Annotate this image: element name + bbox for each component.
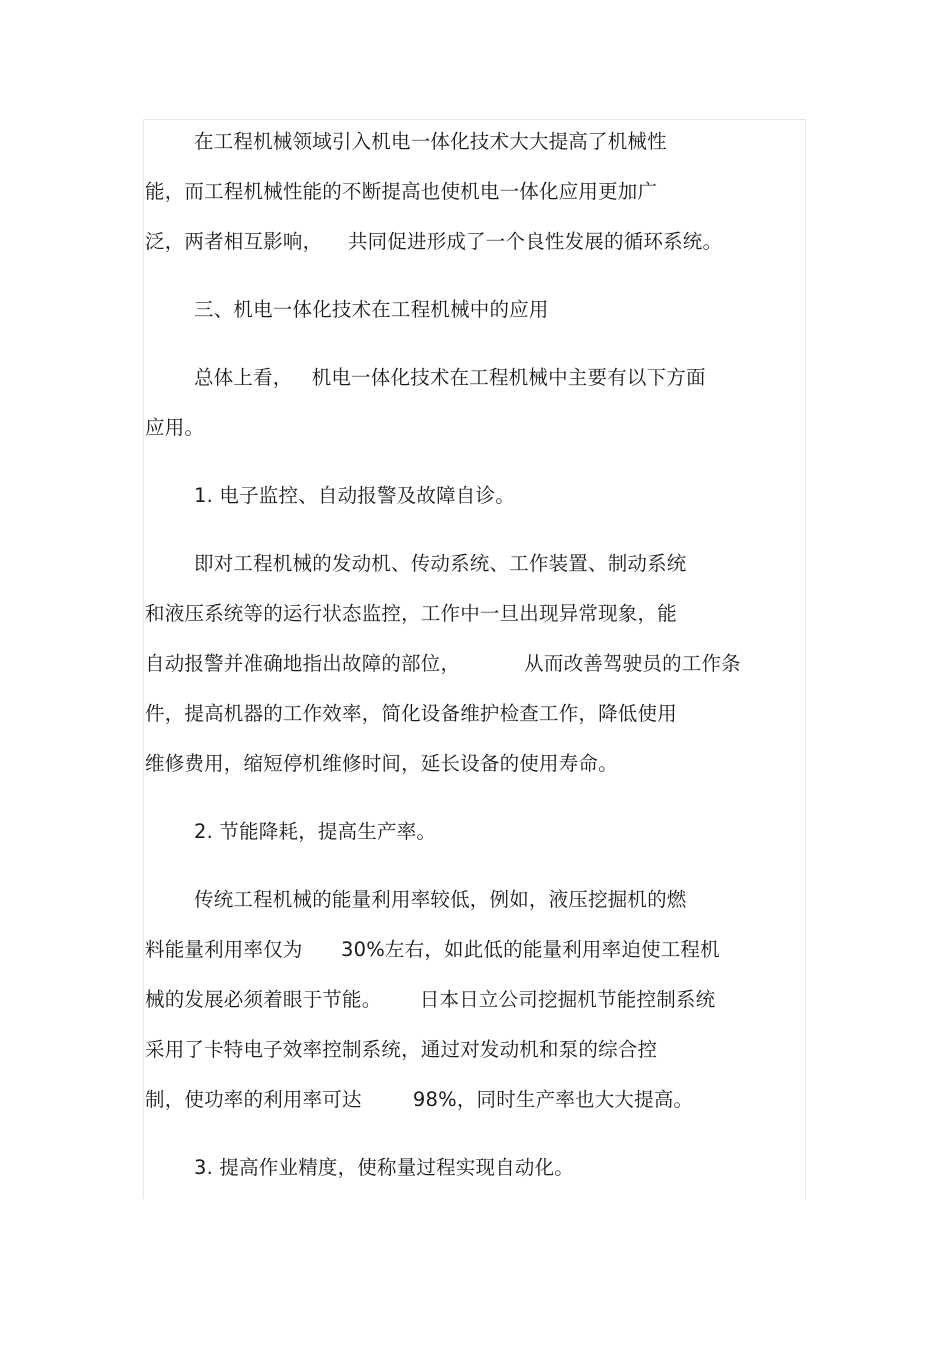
subheading-3: 3. 提高作业精度，使称量过程实现自动化。 bbox=[194, 1156, 575, 1179]
text-line-8: 即对工程机械的发动机、传动系统、工作装置、制动系统 bbox=[194, 552, 687, 575]
text-line-5: 总体上看， 机电一体化技术在工程机械中主要有以下方面 bbox=[194, 366, 706, 389]
text-line-15: 料能量利用率仅为 30%左右，如此低的能量利用率迫使工程机 bbox=[145, 938, 720, 961]
section-heading: 三、机电一体化技术在工程机械中的应用 bbox=[194, 298, 549, 321]
text-line-16: 械的发展必须着眼于节能。 日本日立公司挖掘机节能控制系统 bbox=[145, 988, 716, 1011]
subheading-1: 1. 电子监控、自动报警及故障自诊。 bbox=[194, 484, 515, 507]
text-line-1: 在工程机械领域引入机电一体化技术大大提高了机械性 bbox=[194, 130, 667, 153]
text-line-9: 和液压系统等的运行状态监控，工作中一旦出现异常现象，能 bbox=[145, 602, 677, 625]
text-line-2: 能，而工程机械性能的不断提高也使机电一体化应用更加广 bbox=[145, 180, 658, 203]
text-line-6: 应用。 bbox=[145, 416, 205, 439]
text-line-10: 自动报警并准确地指出故障的部位， 从而改善驾驶员的工作条 bbox=[145, 652, 741, 675]
text-line-18: 制，使功率的利用率可达 98%，同时生产率也大大提高。 bbox=[145, 1088, 694, 1111]
text-line-12: 维修费用，缩短停机维修时间，延长设备的使用寿命。 bbox=[145, 752, 618, 775]
text-line-3: 泛，两者相互影响， 共同促进形成了一个良性发展的循环系统。 bbox=[145, 230, 723, 253]
subheading-2: 2. 节能降耗，提高生产率。 bbox=[194, 820, 437, 843]
text-line-14: 传统工程机械的能量利用率较低，例如，液压挖掘机的燃 bbox=[194, 888, 687, 911]
text-line-17: 采用了卡特电子效率控制系统，通过对发动机和泵的综合控 bbox=[145, 1038, 658, 1061]
text-line-11: 件，提高机器的工作效率，简化设备维护检查工作，降低使用 bbox=[145, 702, 677, 725]
